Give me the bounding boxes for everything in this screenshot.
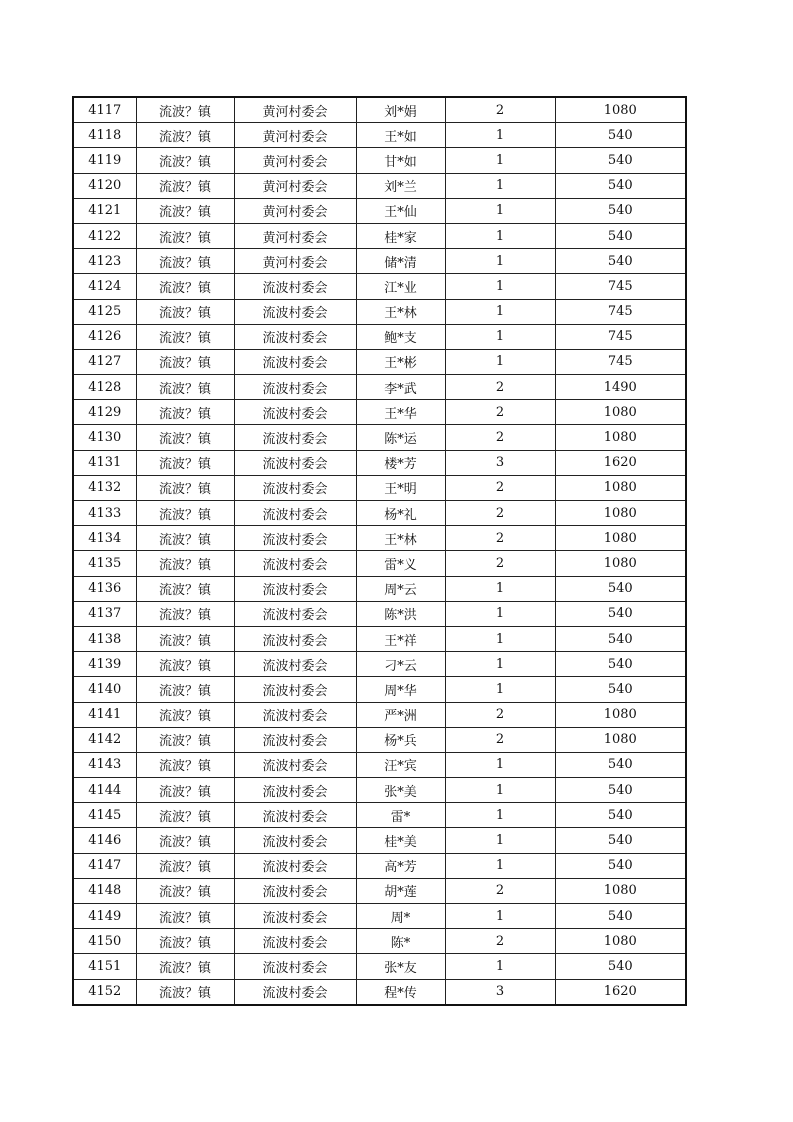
town-cell: 流波？镇	[136, 954, 234, 979]
row-number-cell: 4150	[73, 929, 136, 954]
count-cell: 1	[445, 853, 555, 878]
row-number-cell: 4144	[73, 778, 136, 803]
name-cell: 雷*	[356, 803, 445, 828]
name-cell: 李*武	[356, 375, 445, 400]
row-number-cell: 4152	[73, 979, 136, 1005]
row-number-cell: 4129	[73, 400, 136, 425]
row-number-cell: 4128	[73, 375, 136, 400]
amount-cell: 1080	[555, 929, 686, 954]
row-number-cell: 4127	[73, 349, 136, 374]
town-cell: 流波？镇	[136, 97, 234, 123]
town-cell: 流波？镇	[136, 223, 234, 248]
village-committee-cell: 流波村委会	[234, 727, 356, 752]
name-cell: 严*洲	[356, 702, 445, 727]
town-cell: 流波？镇	[136, 601, 234, 626]
town-cell: 流波？镇	[136, 752, 234, 777]
name-cell: 王*如	[356, 123, 445, 148]
count-cell: 2	[445, 878, 555, 903]
town-cell: 流波？镇	[136, 828, 234, 853]
table-row	[73, 904, 686, 929]
row-number-cell: 4123	[73, 249, 136, 274]
count-cell: 1	[445, 148, 555, 173]
table-row	[73, 929, 686, 954]
row-number-cell: 4130	[73, 425, 136, 450]
row-number-cell: 4122	[73, 223, 136, 248]
amount-cell: 1080	[555, 727, 686, 752]
count-cell: 1	[445, 601, 555, 626]
count-cell: 1	[445, 198, 555, 223]
row-number-cell: 4124	[73, 274, 136, 299]
town-cell: 流波？镇	[136, 501, 234, 526]
row-number-cell: 4151	[73, 954, 136, 979]
table-row	[73, 778, 686, 803]
table-row	[73, 349, 686, 374]
row-number-cell: 4147	[73, 853, 136, 878]
town-cell: 流波？镇	[136, 274, 234, 299]
amount-cell: 540	[555, 904, 686, 929]
table-row	[73, 828, 686, 853]
count-cell: 3	[445, 979, 555, 1005]
village-committee-cell: 流波村委会	[234, 677, 356, 702]
town-cell: 流波？镇	[136, 400, 234, 425]
row-number-cell: 4145	[73, 803, 136, 828]
village-committee-cell: 流波村委会	[234, 501, 356, 526]
table-row	[73, 702, 686, 727]
table-row	[73, 324, 686, 349]
village-committee-cell: 流波村委会	[234, 626, 356, 651]
table-row	[73, 400, 686, 425]
table-row	[73, 954, 686, 979]
row-number-cell: 4121	[73, 198, 136, 223]
village-committee-cell: 流波村委会	[234, 929, 356, 954]
count-cell: 1	[445, 626, 555, 651]
row-number-cell: 4146	[73, 828, 136, 853]
table-row	[73, 375, 686, 400]
table-row	[73, 299, 686, 324]
count-cell: 2	[445, 929, 555, 954]
row-number-cell: 4136	[73, 576, 136, 601]
count-cell: 2	[445, 375, 555, 400]
town-cell: 流波？镇	[136, 878, 234, 903]
village-committee-cell: 流波村委会	[234, 349, 356, 374]
amount-cell: 540	[555, 626, 686, 651]
name-cell: 甘*如	[356, 148, 445, 173]
town-cell: 流波？镇	[136, 778, 234, 803]
amount-cell: 1080	[555, 97, 686, 123]
count-cell: 2	[445, 526, 555, 551]
row-number-cell: 4140	[73, 677, 136, 702]
amount-cell: 745	[555, 299, 686, 324]
name-cell: 杨*礼	[356, 501, 445, 526]
village-committee-cell: 流波村委会	[234, 803, 356, 828]
table-row	[73, 450, 686, 475]
town-cell: 流波？镇	[136, 626, 234, 651]
amount-cell: 540	[555, 601, 686, 626]
table-row	[73, 626, 686, 651]
town-cell: 流波？镇	[136, 375, 234, 400]
count-cell: 1	[445, 752, 555, 777]
count-cell: 1	[445, 778, 555, 803]
amount-cell: 1080	[555, 526, 686, 551]
town-cell: 流波？镇	[136, 929, 234, 954]
name-cell: 桂*美	[356, 828, 445, 853]
table-row	[73, 677, 686, 702]
village-committee-cell: 流波村委会	[234, 778, 356, 803]
village-committee-cell: 流波村委会	[234, 324, 356, 349]
row-number-cell: 4139	[73, 652, 136, 677]
village-committee-cell: 黄河村委会	[234, 97, 356, 123]
name-cell: 陈*洪	[356, 601, 445, 626]
count-cell: 1	[445, 223, 555, 248]
name-cell: 杨*兵	[356, 727, 445, 752]
amount-cell: 540	[555, 853, 686, 878]
table-row	[73, 123, 686, 148]
village-committee-cell: 流波村委会	[234, 601, 356, 626]
amount-cell: 745	[555, 324, 686, 349]
amount-cell: 745	[555, 274, 686, 299]
count-cell: 1	[445, 828, 555, 853]
table-row	[73, 526, 686, 551]
amount-cell: 1080	[555, 702, 686, 727]
name-cell: 王*仙	[356, 198, 445, 223]
table-row	[73, 551, 686, 576]
table-row	[73, 475, 686, 500]
amount-cell: 540	[555, 173, 686, 198]
name-cell: 王*林	[356, 526, 445, 551]
row-number-cell: 4138	[73, 626, 136, 651]
amount-cell: 540	[555, 752, 686, 777]
name-cell: 汪*宾	[356, 752, 445, 777]
row-number-cell: 4133	[73, 501, 136, 526]
name-cell: 王*林	[356, 299, 445, 324]
name-cell: 张*友	[356, 954, 445, 979]
amount-cell: 1620	[555, 450, 686, 475]
town-cell: 流波？镇	[136, 173, 234, 198]
row-number-cell: 4120	[73, 173, 136, 198]
name-cell: 陈*	[356, 929, 445, 954]
town-cell: 流波？镇	[136, 324, 234, 349]
row-number-cell: 4125	[73, 299, 136, 324]
name-cell: 周*华	[356, 677, 445, 702]
table-body	[73, 97, 686, 1005]
name-cell: 刘*兰	[356, 173, 445, 198]
name-cell: 张*美	[356, 778, 445, 803]
town-cell: 流波？镇	[136, 853, 234, 878]
amount-cell: 1080	[555, 501, 686, 526]
row-number-cell: 4148	[73, 878, 136, 903]
amount-cell: 540	[555, 954, 686, 979]
count-cell: 1	[445, 904, 555, 929]
village-committee-cell: 流波村委会	[234, 853, 356, 878]
row-number-cell: 4119	[73, 148, 136, 173]
town-cell: 流波？镇	[136, 652, 234, 677]
amount-cell: 1490	[555, 375, 686, 400]
table-row	[73, 223, 686, 248]
row-number-cell: 4135	[73, 551, 136, 576]
amount-cell: 540	[555, 198, 686, 223]
town-cell: 流波？镇	[136, 979, 234, 1005]
table-row	[73, 601, 686, 626]
table-row	[73, 979, 686, 1005]
data-table	[72, 96, 687, 1006]
town-cell: 流波？镇	[136, 526, 234, 551]
table-row	[73, 878, 686, 903]
amount-cell: 1620	[555, 979, 686, 1005]
village-committee-cell: 黄河村委会	[234, 123, 356, 148]
name-cell: 高*芳	[356, 853, 445, 878]
count-cell: 2	[445, 400, 555, 425]
name-cell: 江*业	[356, 274, 445, 299]
village-committee-cell: 流波村委会	[234, 878, 356, 903]
table-row	[73, 803, 686, 828]
table-row	[73, 249, 686, 274]
amount-cell: 540	[555, 148, 686, 173]
amount-cell: 540	[555, 223, 686, 248]
town-cell: 流波？镇	[136, 576, 234, 601]
count-cell: 1	[445, 123, 555, 148]
count-cell: 1	[445, 803, 555, 828]
count-cell: 1	[445, 954, 555, 979]
table-row	[73, 752, 686, 777]
table-row	[73, 652, 686, 677]
town-cell: 流波？镇	[136, 349, 234, 374]
count-cell: 2	[445, 425, 555, 450]
row-number-cell: 4126	[73, 324, 136, 349]
village-committee-cell: 流波村委会	[234, 526, 356, 551]
row-number-cell: 4117	[73, 97, 136, 123]
row-number-cell: 4131	[73, 450, 136, 475]
village-committee-cell: 流波村委会	[234, 425, 356, 450]
amount-cell: 1080	[555, 400, 686, 425]
town-cell: 流波？镇	[136, 702, 234, 727]
name-cell: 刁*云	[356, 652, 445, 677]
amount-cell: 540	[555, 123, 686, 148]
count-cell: 1	[445, 299, 555, 324]
village-committee-cell: 流波村委会	[234, 400, 356, 425]
town-cell: 流波？镇	[136, 198, 234, 223]
table-row	[73, 274, 686, 299]
count-cell: 1	[445, 274, 555, 299]
town-cell: 流波？镇	[136, 803, 234, 828]
village-committee-cell: 流波村委会	[234, 475, 356, 500]
row-number-cell: 4118	[73, 123, 136, 148]
village-committee-cell: 流波村委会	[234, 954, 356, 979]
count-cell: 1	[445, 349, 555, 374]
name-cell: 王*彬	[356, 349, 445, 374]
count-cell: 1	[445, 652, 555, 677]
name-cell: 胡*莲	[356, 878, 445, 903]
village-committee-cell: 流波村委会	[234, 904, 356, 929]
town-cell: 流波？镇	[136, 904, 234, 929]
name-cell: 周*	[356, 904, 445, 929]
town-cell: 流波？镇	[136, 727, 234, 752]
row-number-cell: 4134	[73, 526, 136, 551]
row-number-cell: 4143	[73, 752, 136, 777]
village-committee-cell: 流波村委会	[234, 752, 356, 777]
row-number-cell: 4141	[73, 702, 136, 727]
village-committee-cell: 黄河村委会	[234, 198, 356, 223]
table-row	[73, 727, 686, 752]
table-row	[73, 853, 686, 878]
count-cell: 1	[445, 324, 555, 349]
count-cell: 1	[445, 173, 555, 198]
town-cell: 流波？镇	[136, 148, 234, 173]
name-cell: 刘*娟	[356, 97, 445, 123]
village-committee-cell: 流波村委会	[234, 576, 356, 601]
count-cell: 2	[445, 702, 555, 727]
table-row	[73, 425, 686, 450]
amount-cell: 745	[555, 349, 686, 374]
village-committee-cell: 流波村委会	[234, 652, 356, 677]
town-cell: 流波？镇	[136, 249, 234, 274]
name-cell: 陈*运	[356, 425, 445, 450]
village-committee-cell: 流波村委会	[234, 299, 356, 324]
village-committee-cell: 黄河村委会	[234, 223, 356, 248]
name-cell: 王*祥	[356, 626, 445, 651]
town-cell: 流波？镇	[136, 677, 234, 702]
count-cell: 2	[445, 551, 555, 576]
row-number-cell: 4149	[73, 904, 136, 929]
village-committee-cell: 黄河村委会	[234, 173, 356, 198]
row-number-cell: 4132	[73, 475, 136, 500]
village-committee-cell: 黄河村委会	[234, 249, 356, 274]
table-row	[73, 576, 686, 601]
town-cell: 流波？镇	[136, 551, 234, 576]
count-cell: 3	[445, 450, 555, 475]
amount-cell: 540	[555, 828, 686, 853]
name-cell: 楼*芳	[356, 450, 445, 475]
name-cell: 雷*义	[356, 551, 445, 576]
amount-cell: 540	[555, 778, 686, 803]
table-row	[73, 173, 686, 198]
amount-cell: 540	[555, 652, 686, 677]
name-cell: 鲍*支	[356, 324, 445, 349]
village-committee-cell: 黄河村委会	[234, 148, 356, 173]
village-committee-cell: 流波村委会	[234, 375, 356, 400]
village-committee-cell: 流波村委会	[234, 828, 356, 853]
table-row	[73, 97, 686, 123]
amount-cell: 540	[555, 677, 686, 702]
name-cell: 王*明	[356, 475, 445, 500]
town-cell: 流波？镇	[136, 450, 234, 475]
count-cell: 2	[445, 727, 555, 752]
name-cell: 程*传	[356, 979, 445, 1005]
amount-cell: 1080	[555, 878, 686, 903]
town-cell: 流波？镇	[136, 475, 234, 500]
table-row	[73, 148, 686, 173]
village-committee-cell: 流波村委会	[234, 979, 356, 1005]
town-cell: 流波？镇	[136, 299, 234, 324]
amount-cell: 540	[555, 249, 686, 274]
table-row	[73, 198, 686, 223]
amount-cell: 540	[555, 576, 686, 601]
village-committee-cell: 流波村委会	[234, 702, 356, 727]
row-number-cell: 4137	[73, 601, 136, 626]
name-cell: 储*清	[356, 249, 445, 274]
amount-cell: 1080	[555, 475, 686, 500]
village-committee-cell: 流波村委会	[234, 551, 356, 576]
name-cell: 王*华	[356, 400, 445, 425]
name-cell: 周*云	[356, 576, 445, 601]
village-committee-cell: 流波村委会	[234, 450, 356, 475]
amount-cell: 540	[555, 803, 686, 828]
count-cell: 1	[445, 249, 555, 274]
count-cell: 2	[445, 501, 555, 526]
name-cell: 桂*家	[356, 223, 445, 248]
count-cell: 2	[445, 475, 555, 500]
village-committee-cell: 流波村委会	[234, 274, 356, 299]
count-cell: 1	[445, 576, 555, 601]
count-cell: 1	[445, 677, 555, 702]
town-cell: 流波？镇	[136, 425, 234, 450]
table-row	[73, 501, 686, 526]
count-cell: 2	[445, 97, 555, 123]
amount-cell: 1080	[555, 425, 686, 450]
town-cell: 流波？镇	[136, 123, 234, 148]
amount-cell: 1080	[555, 551, 686, 576]
row-number-cell: 4142	[73, 727, 136, 752]
